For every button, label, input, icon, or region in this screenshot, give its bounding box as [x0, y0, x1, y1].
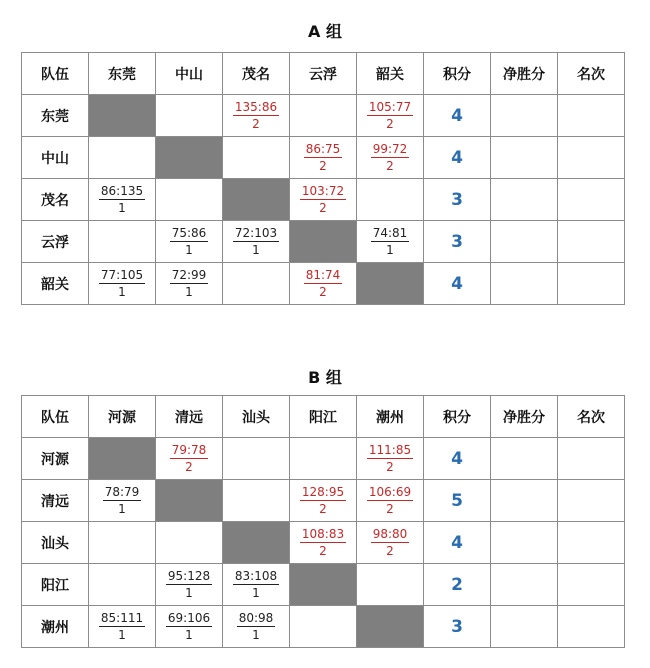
- match-cell: [223, 438, 290, 480]
- header-opponent: 东莞: [89, 53, 156, 95]
- table-row: [22, 137, 625, 179]
- net-score-cell: [491, 480, 558, 522]
- match-cell: [89, 179, 156, 221]
- total-points: 5: [424, 480, 491, 522]
- match-cell: [223, 564, 290, 606]
- match-score: 135:86: [234, 100, 278, 114]
- rank-cell: [558, 221, 625, 263]
- match-points: 2: [386, 544, 394, 558]
- group-b-title: B 组: [308, 368, 342, 387]
- header-rank: 名次: [558, 396, 625, 438]
- match-cell: [89, 522, 156, 564]
- header-opponent: 中山: [156, 53, 223, 95]
- match-result: [156, 443, 222, 474]
- match-cell: [357, 480, 424, 522]
- self-match-cell: [357, 606, 424, 648]
- match-cell: [89, 221, 156, 263]
- rank-cell: [558, 263, 625, 305]
- match-cell: [156, 263, 223, 305]
- match-result: [223, 100, 289, 131]
- header-opponent: 茂名: [223, 53, 290, 95]
- table-row: [22, 95, 625, 137]
- match-cell: [156, 179, 223, 221]
- rank-cell: [558, 137, 625, 179]
- total-points: 4: [424, 137, 491, 179]
- header-opponent: 河源: [89, 396, 156, 438]
- match-result: [89, 611, 155, 642]
- rank-cell: [558, 179, 625, 221]
- self-match-cell: [89, 95, 156, 137]
- match-score: 83:108: [234, 569, 278, 583]
- total-points: 2: [424, 564, 491, 606]
- match-score: 72:103: [234, 226, 278, 240]
- match-score: 95:128: [167, 569, 211, 583]
- match-cell: [223, 137, 290, 179]
- match-cell: [156, 95, 223, 137]
- match-score: 69:106: [167, 611, 211, 625]
- header-net: 净胜分: [491, 396, 558, 438]
- header-opponent: 阳江: [290, 396, 357, 438]
- team-name: 汕头: [22, 522, 89, 564]
- header-opponent: 韶关: [357, 53, 424, 95]
- total-points: 3: [424, 179, 491, 221]
- match-points: 1: [185, 243, 193, 257]
- team-name: 东莞: [22, 95, 89, 137]
- match-score: 81:74: [305, 268, 341, 282]
- net-score-cell: [491, 263, 558, 305]
- match-points: 1: [118, 285, 126, 299]
- match-cell: [156, 522, 223, 564]
- match-cell: [357, 179, 424, 221]
- team-name: 河源: [22, 438, 89, 480]
- match-cell: [290, 263, 357, 305]
- net-score-cell: [491, 221, 558, 263]
- match-cell: [357, 564, 424, 606]
- match-cell: [223, 263, 290, 305]
- match-cell: [357, 137, 424, 179]
- header-team: 队伍: [22, 396, 89, 438]
- match-points: 2: [319, 285, 327, 299]
- total-points: 4: [424, 95, 491, 137]
- match-points: 1: [386, 243, 394, 257]
- team-name: 清远: [22, 480, 89, 522]
- match-points: 1: [118, 628, 126, 642]
- group-a-table: [21, 52, 625, 305]
- match-points: 2: [386, 117, 394, 131]
- group-b-table: [21, 395, 625, 648]
- match-result: [357, 100, 423, 131]
- match-points: 2: [386, 502, 394, 516]
- match-score: 103:72: [301, 184, 345, 198]
- match-points: 1: [252, 628, 260, 642]
- match-cell: [290, 438, 357, 480]
- match-result: [223, 611, 289, 642]
- net-score-cell: [491, 606, 558, 648]
- match-result: [223, 569, 289, 600]
- match-result: [156, 226, 222, 257]
- match-score: 74:81: [372, 226, 408, 240]
- header-opponent: 潮州: [357, 396, 424, 438]
- match-score: 77:105: [100, 268, 144, 282]
- match-score: 106:69: [368, 485, 412, 499]
- header-opponent: 汕头: [223, 396, 290, 438]
- match-score: 108:83: [301, 527, 345, 541]
- match-points: 1: [185, 586, 193, 600]
- match-cell: [89, 137, 156, 179]
- team-name: 云浮: [22, 221, 89, 263]
- total-points: 3: [424, 606, 491, 648]
- match-score: 85:111: [100, 611, 144, 625]
- match-cell: [156, 221, 223, 263]
- match-cell: [156, 438, 223, 480]
- match-points: 2: [386, 460, 394, 474]
- rank-cell: [558, 438, 625, 480]
- match-result: [156, 611, 222, 642]
- self-match-cell: [223, 522, 290, 564]
- team-name: 韶关: [22, 263, 89, 305]
- match-result: [89, 485, 155, 516]
- match-score: 128:95: [301, 485, 345, 499]
- net-score-cell: [491, 95, 558, 137]
- match-points: 2: [252, 117, 260, 131]
- match-cell: [156, 606, 223, 648]
- net-score-cell: [491, 522, 558, 564]
- match-cell: [357, 221, 424, 263]
- match-cell: [290, 606, 357, 648]
- match-result: [357, 485, 423, 516]
- team-name: 阳江: [22, 564, 89, 606]
- match-result: [156, 569, 222, 600]
- match-result: [223, 226, 289, 257]
- match-score: 99:72: [372, 142, 408, 156]
- match-score: 79:78: [171, 443, 207, 457]
- match-result: [357, 142, 423, 173]
- header-rank: 名次: [558, 53, 625, 95]
- match-points: 1: [185, 285, 193, 299]
- header-opponent: 云浮: [290, 53, 357, 95]
- match-result: [357, 527, 423, 558]
- table-row: [22, 221, 625, 263]
- header-opponent: 清远: [156, 396, 223, 438]
- match-cell: [156, 564, 223, 606]
- match-cell: [290, 480, 357, 522]
- match-cell: [223, 606, 290, 648]
- table-row: [22, 480, 625, 522]
- match-points: 2: [185, 460, 193, 474]
- team-name: 中山: [22, 137, 89, 179]
- match-result: [89, 184, 155, 215]
- rank-cell: [558, 564, 625, 606]
- table-row: [22, 179, 625, 221]
- match-cell: [290, 179, 357, 221]
- group-a-title: A 组: [308, 22, 342, 41]
- self-match-cell: [223, 179, 290, 221]
- match-score: 105:77: [368, 100, 412, 114]
- match-points: 2: [319, 201, 327, 215]
- net-score-cell: [491, 564, 558, 606]
- match-result: [357, 443, 423, 474]
- rank-cell: [558, 95, 625, 137]
- header-row: [22, 396, 625, 438]
- net-score-cell: [491, 179, 558, 221]
- table-row: [22, 263, 625, 305]
- self-match-cell: [290, 221, 357, 263]
- match-result: [290, 527, 356, 558]
- match-score: 72:99: [171, 268, 207, 282]
- match-points: 2: [319, 502, 327, 516]
- self-match-cell: [156, 137, 223, 179]
- match-cell: [223, 221, 290, 263]
- team-name: 潮州: [22, 606, 89, 648]
- match-points: 2: [319, 544, 327, 558]
- match-score: 98:80: [372, 527, 408, 541]
- total-points: 4: [424, 438, 491, 480]
- header-team: 队伍: [22, 53, 89, 95]
- total-points: 4: [424, 522, 491, 564]
- match-result: [290, 142, 356, 173]
- match-points: 2: [386, 159, 394, 173]
- match-cell: [357, 438, 424, 480]
- match-points: 1: [118, 201, 126, 215]
- total-points: 4: [424, 263, 491, 305]
- match-result: [156, 268, 222, 299]
- match-points: 1: [118, 502, 126, 516]
- header-points: 积分: [424, 396, 491, 438]
- match-result: [357, 226, 423, 257]
- match-cell: [89, 263, 156, 305]
- match-cell: [290, 137, 357, 179]
- match-score: 80:98: [238, 611, 274, 625]
- table-row: [22, 564, 625, 606]
- match-score: 78:79: [104, 485, 140, 499]
- match-cell: [89, 564, 156, 606]
- table-row: [22, 438, 625, 480]
- match-result: [290, 268, 356, 299]
- match-result: [290, 184, 356, 215]
- match-cell: [357, 522, 424, 564]
- self-match-cell: [290, 564, 357, 606]
- net-score-cell: [491, 137, 558, 179]
- match-points: 2: [319, 159, 327, 173]
- match-cell: [290, 95, 357, 137]
- match-points: 1: [252, 243, 260, 257]
- self-match-cell: [89, 438, 156, 480]
- rank-cell: [558, 480, 625, 522]
- header-points: 积分: [424, 53, 491, 95]
- match-score: 86:135: [100, 184, 144, 198]
- header-net: 净胜分: [491, 53, 558, 95]
- header-row: [22, 53, 625, 95]
- match-points: 1: [185, 628, 193, 642]
- match-cell: [223, 95, 290, 137]
- rank-cell: [558, 606, 625, 648]
- total-points: 3: [424, 221, 491, 263]
- match-score: 111:85: [368, 443, 412, 457]
- match-result: [290, 485, 356, 516]
- match-cell: [223, 480, 290, 522]
- match-cell: [290, 522, 357, 564]
- team-name: 茂名: [22, 179, 89, 221]
- table-row: [22, 522, 625, 564]
- self-match-cell: [357, 263, 424, 305]
- match-cell: [89, 480, 156, 522]
- match-points: 1: [252, 586, 260, 600]
- rank-cell: [558, 522, 625, 564]
- table-row: [22, 606, 625, 648]
- net-score-cell: [491, 438, 558, 480]
- match-score: 86:75: [305, 142, 341, 156]
- match-cell: [89, 606, 156, 648]
- match-score: 75:86: [171, 226, 207, 240]
- match-result: [89, 268, 155, 299]
- self-match-cell: [156, 480, 223, 522]
- match-cell: [357, 95, 424, 137]
